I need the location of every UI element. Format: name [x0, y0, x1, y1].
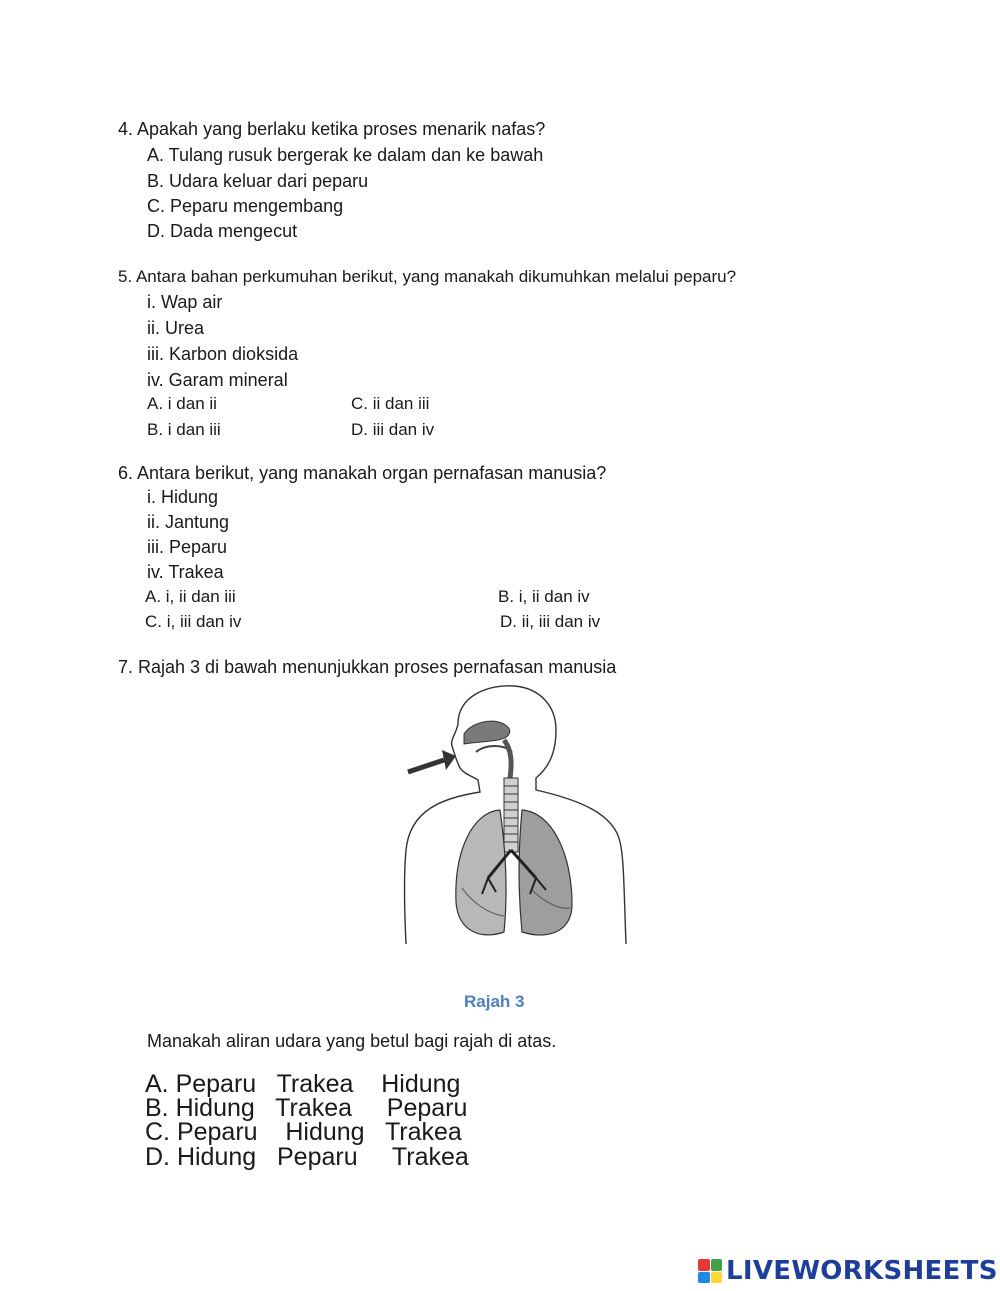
q5-item-iii: iii. Karbon dioksida: [147, 344, 299, 364]
q7-prompt: Manakah aliran udara yang betul bagi rajah di atas.: [147, 1031, 557, 1051]
q5-item-ii: ii. Urea: [147, 318, 205, 338]
q5-option-d[interactable]: D. iii dan iv: [351, 420, 435, 439]
q4-option-b[interactable]: B. Udara keluar dari peparu: [147, 171, 369, 191]
q6-question: 6. Antara berikut, yang manakah organ pernafasan manusia?: [118, 463, 607, 483]
q7-question: 7. Rajah 3 di bawah menunjukkan proses pernafasan manusia: [118, 657, 617, 677]
q5-question: 5. Antara bahan perkumuhan berikut, yang manakah dikumuhkan melalui peparu?: [118, 267, 737, 286]
q7-option-b[interactable]: B. Hidung Trakea Peparu: [145, 1094, 468, 1122]
q4-option-c[interactable]: C. Peparu mengembang: [147, 196, 344, 216]
brand-blocks-icon: [698, 1259, 722, 1283]
q7-option-d[interactable]: D. Hidung Peparu Trakea: [145, 1143, 469, 1171]
figure-caption: Rajah 3: [464, 992, 525, 1011]
liveworksheets-logo: [698, 1256, 998, 1286]
q6-item-iii: iii. Peparu: [147, 537, 228, 557]
q4-option-a[interactable]: A. Tulang rusuk bergerak ke dalam dan ke bawah: [147, 145, 544, 165]
q6-item-iv: iv. Trakea: [147, 562, 224, 582]
q5-option-a[interactable]: A. i dan ii: [147, 394, 217, 413]
q6-item-ii: ii. Jantung: [147, 512, 230, 532]
q6-option-b[interactable]: B. i, ii dan iv: [498, 587, 590, 606]
q5-item-i: i. Wap air: [147, 292, 223, 312]
q5-item-iv: iv. Garam mineral: [147, 370, 288, 390]
q6-item-i: i. Hidung: [147, 487, 219, 507]
q5-option-c[interactable]: C. ii dan iii: [351, 394, 430, 413]
q7-option-a[interactable]: A. Peparu Trakea Hidung: [145, 1070, 461, 1098]
q6-option-d[interactable]: D. ii, iii dan iv: [500, 612, 601, 631]
q6-option-c[interactable]: C. i, iii dan iv: [145, 612, 242, 631]
q6-option-a[interactable]: A. i, ii dan iii: [145, 587, 236, 606]
q7-option-c[interactable]: C. Peparu Hidung Trakea: [145, 1118, 462, 1146]
respiratory-system-diagram: [400, 682, 632, 952]
q5-option-b[interactable]: B. i dan iii: [147, 420, 221, 439]
brand-text: LIVEWORKSHEETS: [726, 1256, 998, 1286]
q4-question: 4. Apakah yang berlaku ketika proses menarik nafas?: [118, 119, 546, 139]
q4-option-d[interactable]: D. Dada mengecut: [147, 221, 298, 241]
